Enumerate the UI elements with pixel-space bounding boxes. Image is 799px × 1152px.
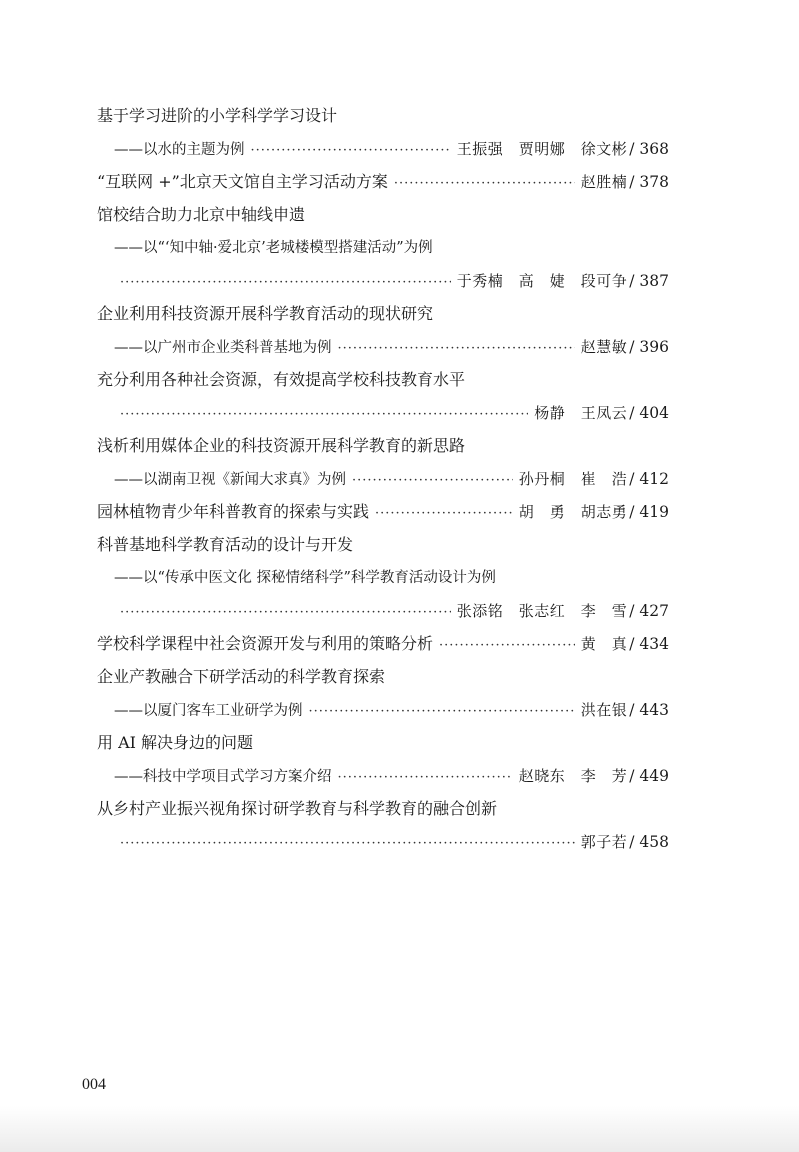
entry-authors: 杨静 王凤云 — [534, 404, 628, 422]
toc-entry-line — [97, 497, 669, 530]
table-of-contents — [97, 101, 669, 860]
entry-subtitle: ——以厦门客车工业研学为例 — [114, 703, 303, 719]
toc-entry-title — [97, 299, 669, 332]
entry-title: 企业利用科技资源开展科学教育活动的现状研究 — [97, 304, 434, 323]
entry-title: 从乡村产业振兴视角探讨研学教育与科学教育的融合创新 — [97, 799, 498, 818]
entry-title: 学校科学课程中社会资源开发与利用的策略分析 — [97, 634, 434, 653]
dot-leader — [338, 334, 575, 364]
entry-authors: 张添铭 张志红 李 雪 — [456, 602, 628, 620]
entry-page-number: / 434 — [629, 635, 669, 653]
toc-entry-line — [97, 266, 669, 299]
entry-authors: 郭子若 — [580, 833, 628, 851]
toc-entry-title — [97, 530, 669, 563]
dot-leader — [120, 598, 451, 628]
dot-leader — [120, 829, 575, 859]
entry-authors: 王振强 贾明娜 徐文彬 — [456, 140, 628, 158]
entry-page-number: / 427 — [629, 602, 669, 620]
toc-entry-subtitle — [97, 233, 669, 266]
entry-title: 充分利用各种社会资源，有效提高学校科技教育水平 — [97, 370, 466, 389]
entry-title: 馆校结合助力北京中轴线申遗 — [97, 205, 306, 224]
dot-leader — [251, 136, 451, 166]
toc-entry-line — [97, 695, 669, 728]
entry-authors: 洪在银 — [580, 701, 628, 719]
entry-title: 科普基地科学教育活动的设计与开发 — [97, 535, 354, 554]
toc-entry-line — [97, 167, 669, 200]
entry-authors: 胡 勇 胡志勇 — [518, 503, 628, 521]
entry-subtitle: ——科技中学项目式学习方案介绍 — [114, 769, 332, 785]
entry-page-number: / 404 — [629, 404, 669, 422]
entry-authors: 于秀楠 高 婕 段可争 — [456, 272, 628, 290]
toc-entry-title — [97, 794, 669, 827]
toc-entry-line — [97, 332, 669, 365]
toc-entry-title — [97, 662, 669, 695]
toc-entry-title — [97, 200, 669, 233]
dot-leader — [439, 631, 575, 661]
dot-leader — [120, 268, 451, 298]
entry-authors: 赵胜楠 — [580, 173, 628, 191]
scan-shadow — [0, 1106, 799, 1152]
entry-title: 企业产教融合下研学活动的科学教育探索 — [97, 667, 386, 686]
entry-subtitle: ——以“‘知中轴·爱北京’老城楼模型搭建活动”为例 — [114, 240, 433, 256]
entry-page-number: / 443 — [629, 701, 669, 719]
entry-title: 基于学习进阶的小学科学学习设计 — [97, 106, 338, 125]
entry-page-number: / 412 — [629, 470, 669, 488]
entry-page-number: / 458 — [629, 833, 669, 851]
entry-title: “互联网 +”北京天文馆自主学习活动方案 — [97, 172, 388, 191]
entry-authors: 黄 真 — [580, 635, 628, 653]
entry-page-number: / 396 — [629, 338, 669, 356]
toc-entry-subtitle — [97, 563, 669, 596]
dot-leader — [120, 400, 528, 430]
dot-leader — [375, 499, 513, 529]
toc-entry-title — [97, 365, 669, 398]
entry-page-number: / 449 — [629, 767, 669, 785]
entry-page-number: / 387 — [629, 272, 669, 290]
entry-authors: 孙丹桐 崔 浩 — [518, 470, 628, 488]
entry-page-number: / 368 — [629, 140, 669, 158]
entry-subtitle: ——以水的主题为例 — [114, 142, 245, 158]
toc-entry-line — [97, 398, 669, 431]
entry-title: 浅析利用媒体企业的科技资源开展科学教育的新思路 — [97, 436, 466, 455]
dot-leader — [309, 697, 575, 727]
dot-leader — [352, 466, 513, 496]
page-number: 004 — [82, 1076, 106, 1093]
entry-title: 园林植物青少年科普教育的探索与实践 — [97, 502, 370, 521]
toc-entry-line — [97, 629, 669, 662]
entry-title: 用 AI 解决身边的问题 — [97, 733, 254, 752]
entry-authors: 赵晓东 李 芳 — [518, 767, 628, 785]
toc-entry-line — [97, 827, 669, 860]
dot-leader — [394, 169, 575, 199]
toc-entry-line — [97, 596, 669, 629]
toc-entry-title — [97, 728, 669, 761]
toc-entry-line — [97, 464, 669, 497]
dot-leader — [338, 763, 513, 793]
toc-entry-title — [97, 431, 669, 464]
toc-entry-line — [97, 761, 669, 794]
toc-entry-line — [97, 134, 669, 167]
entry-subtitle: ——以“传承中医文化 探秘情绪科学”科学教育活动设计为例 — [114, 570, 496, 586]
entry-subtitle: ——以湖南卫视《新闻大求真》为例 — [114, 472, 346, 488]
entry-page-number: / 419 — [629, 503, 669, 521]
toc-entry-title — [97, 101, 669, 134]
entry-authors: 赵慧敏 — [580, 338, 628, 356]
entry-subtitle: ——以广州市企业类科普基地为例 — [114, 340, 332, 356]
entry-page-number: / 378 — [629, 173, 669, 191]
